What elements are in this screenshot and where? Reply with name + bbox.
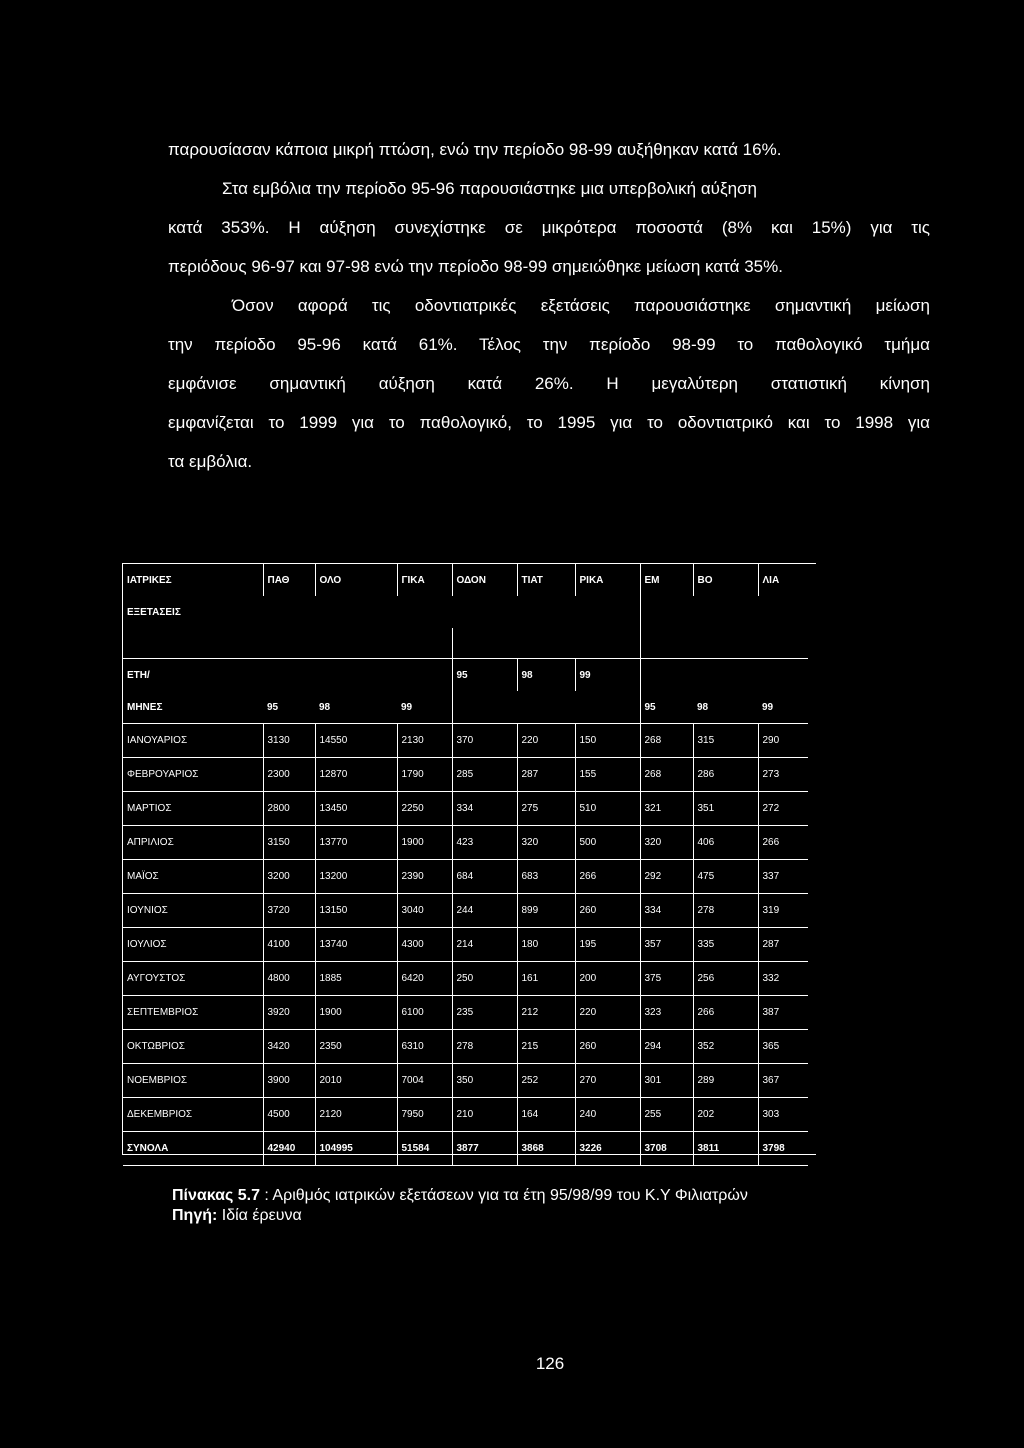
table-cell: 334 [452,792,517,826]
year-cell: 99 [397,691,452,724]
table-row [123,928,808,962]
table-cell: 220 [575,996,640,1030]
table-cell: 14550 [315,724,397,758]
table-cell: 13200 [315,860,397,894]
column-header [640,596,693,628]
table-cell: 4300 [397,928,452,962]
column-header: ΒΟ [693,564,758,596]
year-cell: ΕΤΗ/ [127,669,150,681]
year-cell: ΜΗΝΕΣ [123,691,263,724]
exams-table-grid [123,564,808,1166]
table-cell: 195 [575,928,640,962]
table-cell: ΜΑΡΤΙΟΣ [123,792,263,826]
table-cell: 2350 [315,1030,397,1064]
table-cell: 3200 [263,860,315,894]
table-cell [263,628,315,659]
table-cell: 475 [693,860,758,894]
text-line: παρουσίασαν κάποια μικρή πτώση, ενώ την περίοδο 98-99 αυξήθηκαν κατά 16%. [168,140,782,159]
table-cell: 2010 [315,1064,397,1098]
year-cell [640,659,693,692]
total-cell: 42940 [263,1132,315,1166]
table-cell: 266 [758,826,808,860]
table-cell: 260 [575,1030,640,1064]
table-cell: 406 [693,826,758,860]
table-cell: 4800 [263,962,315,996]
column-header [397,596,452,628]
table-cell: 268 [640,758,693,792]
table-cell: 214 [452,928,517,962]
total-cell: 3877 [452,1132,517,1166]
table-cell: 319 [758,894,808,928]
year-cell [452,691,517,724]
table-cell: 240 [575,1098,640,1132]
table-cell: 164 [517,1098,575,1132]
total-cell: 3708 [640,1132,693,1166]
table-cell: 2300 [263,758,315,792]
table-cell: 365 [758,1030,808,1064]
table-cell: 275 [517,792,575,826]
column-header: ΕΜ [640,564,693,596]
table-row [123,860,808,894]
text-line: Στα εμβόλια την περίοδο 95-96 παρουσιάστηκε μια υπερβολική αύξηση [222,179,757,198]
text-line: εμφανίζεται το 1999 για το παθολογικό, το 1995 για το οδοντιατρικό και το 1998 για [168,413,930,432]
years-row [123,691,808,724]
table-cell: 332 [758,962,808,996]
table-cell: 294 [640,1030,693,1064]
table-cell: ΙΟΥΛΙΟΣ [123,928,263,962]
column-header: ΡΙΚΑ [575,564,640,596]
year-cell [315,659,397,692]
table-cell: 272 [758,792,808,826]
table-cell: 357 [640,928,693,962]
text-line: τα εμβόλια. [168,452,253,471]
table-cell: ΙΟΥΝΙΟΣ [123,894,263,928]
table-cell: 350 [452,1064,517,1098]
table-cell: 180 [517,928,575,962]
column-header [315,596,397,628]
table-cell: 1885 [315,962,397,996]
table-cell: 323 [640,996,693,1030]
column-header [263,596,315,628]
year-cell [517,691,575,724]
column-header [575,596,640,628]
table-cell: 351 [693,792,758,826]
year-cell: 98 [315,691,397,724]
table-cell: ΙΑΝΟΥΑΡΙΟΣ [123,724,263,758]
total-cell: 3798 [758,1132,808,1166]
page-number: 126 [535,1354,565,1373]
table-cell: ΝΟΕΜΒΡΙΟΣ [123,1064,263,1098]
table-cell: 13450 [315,792,397,826]
table-row [123,962,808,996]
table-cell: 335 [693,928,758,962]
year-cell [397,659,452,692]
year-cell: 95 [640,691,693,724]
column-header [452,596,517,628]
table-cell: 3920 [263,996,315,1030]
table-cell: 370 [452,724,517,758]
table-cell: 3420 [263,1030,315,1064]
table-row [123,996,808,1030]
table-cell: ΜΑΪΟΣ [123,860,263,894]
table-cell: 2250 [397,792,452,826]
table-cell: ΣΕΠΤΕΜΒΡΙΟΣ [123,996,263,1030]
table-cell: 285 [452,758,517,792]
table-cell: 2800 [263,792,315,826]
table-cell [452,628,517,659]
table-cell: 301 [640,1064,693,1098]
table-cell: 315 [693,724,758,758]
table-cell: 899 [517,894,575,928]
table-row [123,894,808,928]
table-cell: 212 [517,996,575,1030]
year-cell: 98 [693,691,758,724]
table-cell [517,628,575,659]
years-row [123,659,808,692]
spacer-row [123,628,808,659]
table-cell [758,628,808,659]
total-cell: 3868 [517,1132,575,1166]
exams-table [122,563,816,1155]
table-cell: 270 [575,1064,640,1098]
year-cell [263,659,315,692]
table-cell: 155 [575,758,640,792]
table-cell: 7950 [397,1098,452,1132]
table-cell: 510 [575,792,640,826]
column-header: ΟΔΟΝ [452,564,517,596]
table-cell: 244 [452,894,517,928]
column-header [758,596,808,628]
table-cell: 268 [640,724,693,758]
table-cell: 684 [452,860,517,894]
table-cell: 250 [452,962,517,996]
table-cell: ΟΚΤΩΒΡΙΟΣ [123,1030,263,1064]
table-cell: 375 [640,962,693,996]
table-cell: 3900 [263,1064,315,1098]
table-cell: ΑΠΡΙΛΙΟΣ [123,826,263,860]
table-cell: 303 [758,1098,808,1132]
table-cell: 292 [640,860,693,894]
table-row [123,792,808,826]
header-row [123,564,808,596]
column-header: ΤΙΑΤ [517,564,575,596]
text-line: Όσον αφορά τις οδοντιατρικές εξετάσεις παρουσιάστηκε σημαντική μείωση [232,296,930,315]
column-header: ΠΑΘ [263,564,315,596]
year-cell [758,659,808,692]
table-cell: ΦΕΒΡΟΥΑΡΙΟΣ [123,758,263,792]
year-cell: 99 [758,691,808,724]
table-cell: 2130 [397,724,452,758]
table-cell: 278 [693,894,758,928]
table-cell: 220 [517,724,575,758]
table-cell: 13740 [315,928,397,962]
year-cell: 98 [517,659,575,692]
total-cell: 3226 [575,1132,640,1166]
table-cell: 210 [452,1098,517,1132]
table-cell: 320 [640,826,693,860]
column-header: ΕΞΕΤΑΣΕΙΣ [127,606,181,618]
table-cell: 286 [693,758,758,792]
table-cell: 1900 [315,996,397,1030]
table-cell: 150 [575,724,640,758]
total-cell: 3811 [693,1132,758,1166]
table-row [123,724,808,758]
table-cell: 1900 [397,826,452,860]
column-header: ΙΑΤΡΙΚΕΣ [127,574,172,586]
table-cell [315,628,397,659]
total-row [123,1132,808,1166]
table-cell: 13770 [315,826,397,860]
column-header: ΟΛΟ [315,564,397,596]
table-cell: 423 [452,826,517,860]
header-row [123,596,808,628]
table-cell: 321 [640,792,693,826]
caption-text: : Αριθμός ιατρικών εξετάσεων για τα έτη 95/98/99 του Κ.Υ Φιλιατρών [259,1187,748,1204]
table-row [123,1064,808,1098]
table-cell: 320 [517,826,575,860]
table-cell: 683 [517,860,575,894]
table-cell: 215 [517,1030,575,1064]
table-cell: 255 [640,1098,693,1132]
total-cell: ΣΥΝΟΛΑ [123,1132,263,1166]
table-cell: 6420 [397,962,452,996]
table-cell: 3720 [263,894,315,928]
table-cell: ΑΥΓΟΥΣΤΟΣ [123,962,263,996]
table-cell: 273 [758,758,808,792]
column-header: ΛΙΑ [758,564,808,596]
table-cell: 235 [452,996,517,1030]
table-cell: 200 [575,962,640,996]
column-header [517,596,575,628]
table-cell: 6100 [397,996,452,1030]
text-line: περιόδους 96-97 και 97-98 ενώ την περίοδο 98-99 σημειώθηκε μείωση κατά 35%. [168,257,783,276]
table-cell: 266 [693,996,758,1030]
table-row [123,1030,808,1064]
table-cell: 256 [693,962,758,996]
table-cell: 266 [575,860,640,894]
table-cell [693,628,758,659]
table-cell: 334 [640,894,693,928]
table-cell: 4100 [263,928,315,962]
table-cell [397,628,452,659]
table-cell: 367 [758,1064,808,1098]
table-cell: 1790 [397,758,452,792]
text-line: την περίοδο 95-96 κατά 61%. Τέλος την περίοδο 98-99 το παθολογικό τμήμα [168,335,930,354]
table-cell: ΔΕΚΕΜΒΡΙΟΣ [123,1098,263,1132]
table-cell: 387 [758,996,808,1030]
text-line: κατά 353%. Η αύξηση συνεχίστηκε σε μικρότερα ποσοστά (8% και 15%) για τις [168,218,930,237]
table-row [123,758,808,792]
table-row [123,826,808,860]
table-cell: 287 [758,928,808,962]
column-header [693,596,758,628]
total-cell: 51584 [397,1132,452,1166]
text-line: εμφάνισε σημαντική αύξηση κατά 26%. Η μεγαλύτερη στατιστική κίνηση [168,374,930,393]
table-cell [123,628,263,659]
table-cell: 289 [693,1064,758,1098]
table-cell: 500 [575,826,640,860]
table-cell: 352 [693,1030,758,1064]
table-cell: 278 [452,1030,517,1064]
total-cell: 104995 [315,1132,397,1166]
table-cell: 260 [575,894,640,928]
body-text [168,130,930,481]
table-caption [172,1186,748,1226]
source-label: Πηγή: [172,1207,218,1224]
table-cell: 2120 [315,1098,397,1132]
source-text: Ιδία έρευνα [217,1207,302,1224]
year-cell: 95 [452,659,517,692]
year-cell: 99 [575,659,640,692]
table-cell: 3040 [397,894,452,928]
table-cell: 12870 [315,758,397,792]
table-cell: 6310 [397,1030,452,1064]
table-cell: 7004 [397,1064,452,1098]
caption-label: Πίνακας 5.7 [172,1187,260,1204]
table-cell: 3130 [263,724,315,758]
table-cell: 2390 [397,860,452,894]
table-cell: 4500 [263,1098,315,1132]
year-cell [575,691,640,724]
table-cell: 202 [693,1098,758,1132]
table-cell: 3150 [263,826,315,860]
table-cell: 252 [517,1064,575,1098]
table-row [123,1098,808,1132]
column-header: ΓΙΚΑ [397,564,452,596]
year-cell [693,659,758,692]
table-cell: 287 [517,758,575,792]
table-cell: 290 [758,724,808,758]
table-cell: 13150 [315,894,397,928]
table-cell: 337 [758,860,808,894]
year-cell: 95 [263,691,315,724]
table-cell: 161 [517,962,575,996]
table-cell [575,628,640,659]
table-cell [640,628,693,659]
